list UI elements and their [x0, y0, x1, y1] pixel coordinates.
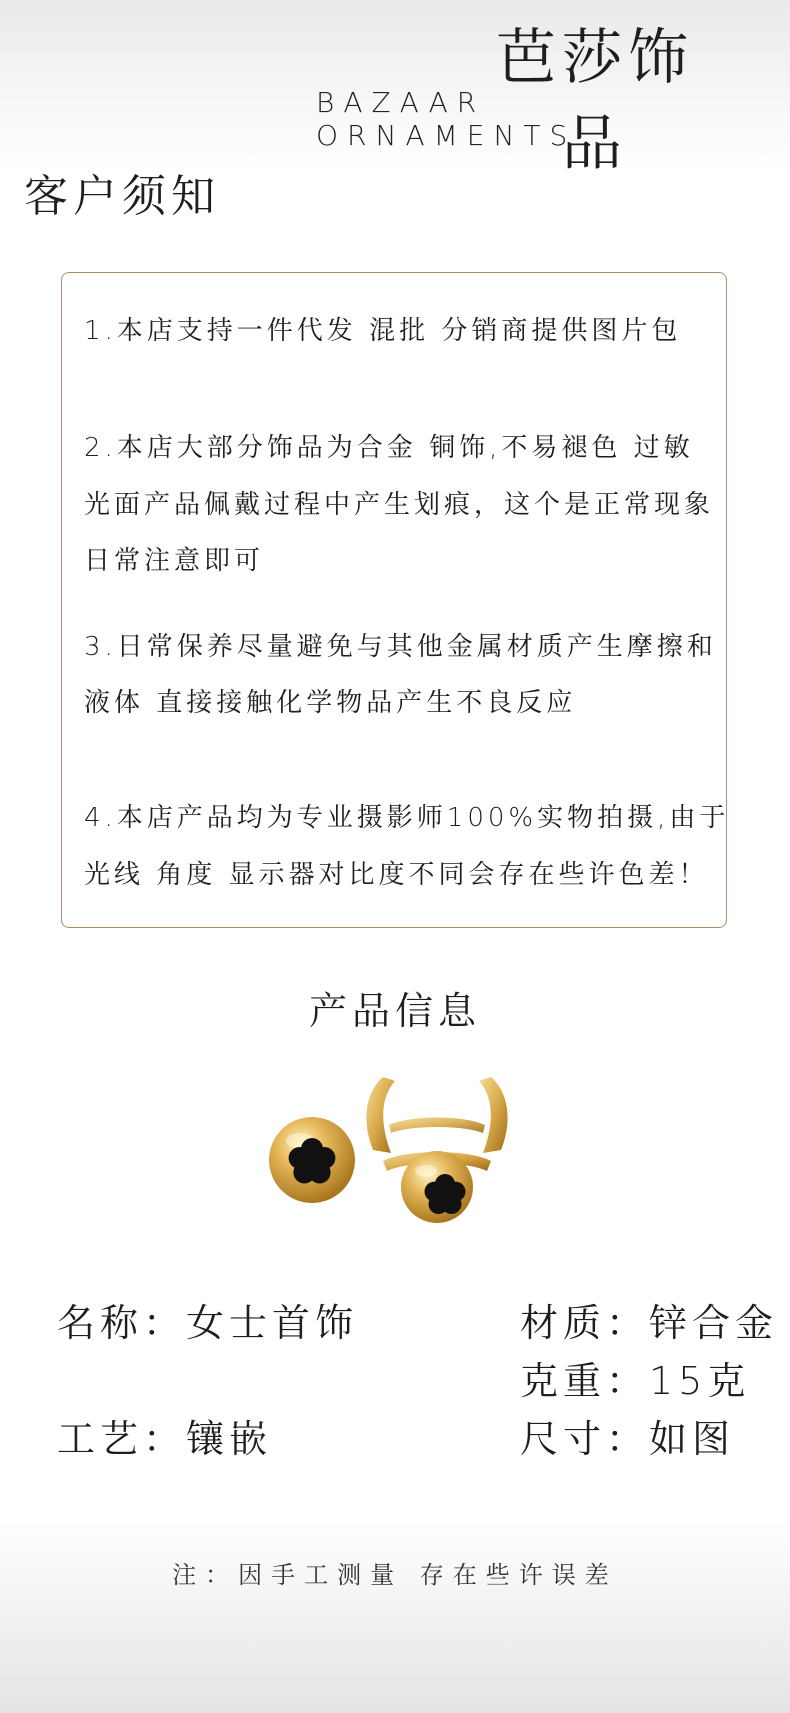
- spec-craft: 工艺：镶嵌: [57, 1417, 273, 1461]
- product-info-title: 产品信息: [308, 989, 481, 1033]
- notice-line-4: 日常注意即可: [84, 546, 265, 576]
- notice-line-7: 4.本店产品均为专业摄影师100%实物拍摄,由于: [84, 803, 730, 833]
- brand-name-en: BAZAAR ORNAMENTS: [316, 86, 577, 152]
- earring-stud: [269, 1117, 355, 1203]
- ring-earring-product-image: [255, 1065, 545, 1225]
- notice-title: 客户须知: [24, 171, 220, 222]
- spec-weight: 克重：15克: [520, 1359, 751, 1403]
- notice-line-3: 光面产品佩戴过程中产生划痕，这个是正常现象: [84, 490, 715, 520]
- spec-name: 名称：女士首饰: [57, 1301, 359, 1345]
- open-ring: [366, 1077, 507, 1223]
- spec-size: 尺寸：如图: [520, 1417, 736, 1461]
- notice-line-6: 液体 直接接触化学物品产生不良反应: [84, 688, 577, 718]
- notice-line-5: 3.日常保养尽量避免与其他金属材质产生摩擦和: [84, 632, 717, 662]
- spec-material: 材质：锌合金: [520, 1301, 779, 1345]
- notice-line-1: 1.本店支持一件代发 混批 分销商提供图片包: [84, 316, 682, 346]
- measurement-footnote: 注：因手工测量 存在些许误差: [172, 1561, 618, 1589]
- notice-line-8: 光线 角度 显示器对比度不同会存在些许色差！: [84, 860, 709, 890]
- notice-line-2: 2.本店大部分饰品为合金 铜饰,不易褪色 过敏: [84, 433, 694, 463]
- footer-background: [0, 1520, 790, 1713]
- brand-name-cn: 芭莎饰品: [496, 23, 694, 179]
